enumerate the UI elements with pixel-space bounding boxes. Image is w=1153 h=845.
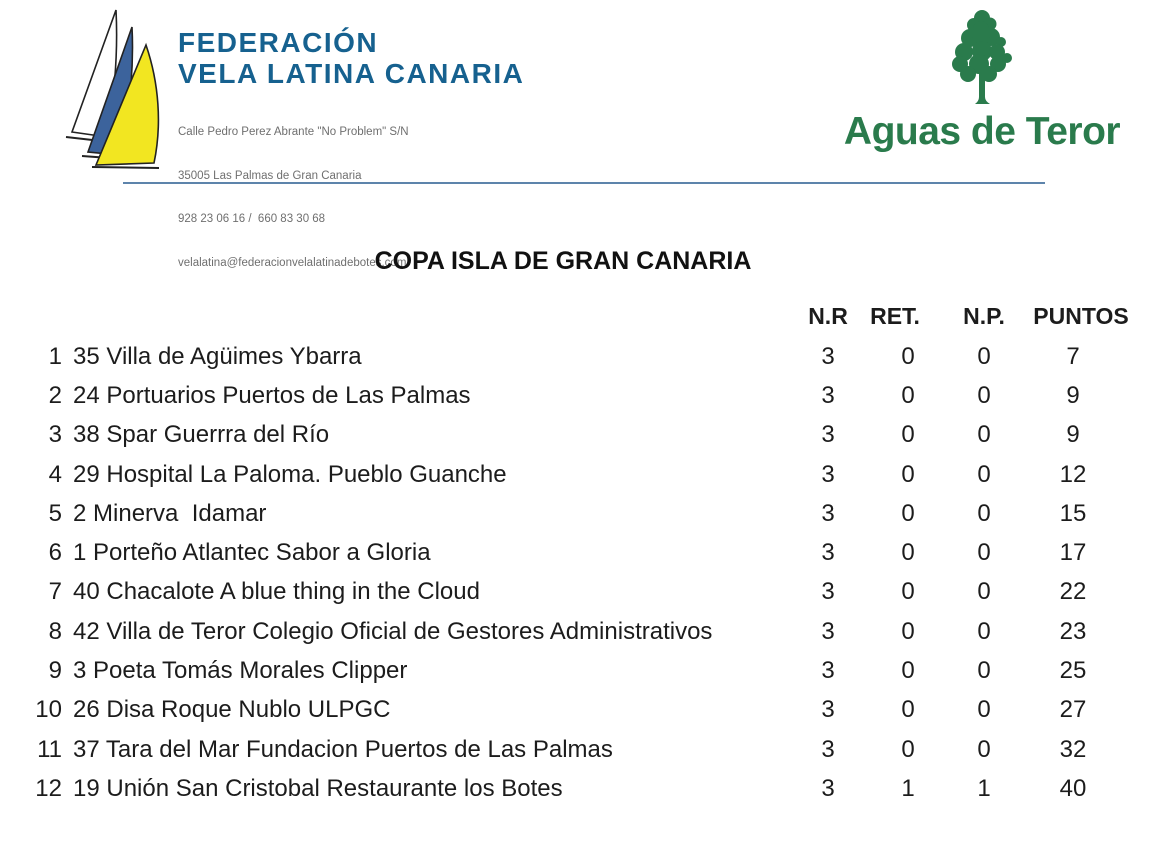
- federation-name-line1: FEDERACIÓN: [178, 27, 379, 58]
- three-sails-icon: [62, 5, 182, 170]
- entry-cell: 29 Hospital La Paloma. Pueblo Guanche: [73, 460, 507, 488]
- entry-cell: 26 Disa Roque Nublo ULPGC: [73, 696, 391, 724]
- entry-cell: 19 Unión San Cristobal Restaurante los Botes: [73, 774, 563, 802]
- ret-cell: 0: [901, 696, 915, 724]
- table-row: [18, 455, 1130, 494]
- nr-cell: 3: [821, 381, 835, 409]
- table-row: [18, 337, 1130, 376]
- nr-cell: 3: [821, 774, 835, 802]
- np-cell: 1: [977, 774, 991, 802]
- nr-cell: 3: [821, 735, 835, 763]
- rank-cell: 3: [48, 421, 62, 449]
- ret-cell: 0: [901, 342, 915, 370]
- entry-cell: 37 Tara del Mar Fundacion Puertos de Las Palmas: [73, 735, 613, 763]
- ret-cell: 0: [901, 499, 915, 527]
- pts-cell: 22: [1059, 578, 1087, 606]
- pts-cell: 17: [1059, 539, 1087, 567]
- rank-cell: 6: [48, 539, 62, 567]
- table-row: [18, 612, 1130, 651]
- address-street: Calle Pedro Perez Abrante "No Problem" S/N: [178, 126, 409, 138]
- rank-cell: 2: [48, 381, 62, 409]
- tree-icon: [945, 8, 1019, 105]
- nr-cell: 3: [821, 539, 835, 567]
- np-cell: 0: [977, 578, 991, 606]
- nr-cell: 3: [821, 657, 835, 685]
- sponsor-name: Aguas de Teror: [843, 110, 1121, 153]
- entry-cell: 42 Villa de Teror Colegio Oficial de Gestores Administrativos: [73, 617, 713, 645]
- entry-cell: 35 Villa de Agüimes Ybarra: [73, 342, 362, 370]
- table-row: [18, 730, 1130, 769]
- nr-cell: 3: [821, 460, 835, 488]
- nr-cell: 3: [821, 342, 835, 370]
- ret-cell: 0: [901, 381, 915, 409]
- rank-cell: 8: [48, 617, 62, 645]
- np-cell: 0: [977, 696, 991, 724]
- header-puntos: PUNTOS: [1033, 302, 1129, 329]
- pts-cell: 9: [1066, 381, 1080, 409]
- page-title: COPA ISLA DE GRAN CANARIA: [374, 247, 752, 275]
- np-cell: 0: [977, 539, 991, 567]
- rank-cell: 5: [48, 499, 62, 527]
- table-header-row: [18, 295, 1130, 337]
- table-row: [18, 573, 1130, 612]
- ret-cell: 0: [901, 421, 915, 449]
- rank-cell: 9: [48, 657, 62, 685]
- table-row: [18, 376, 1130, 415]
- entry-cell: 3 Poeta Tomás Morales Clipper: [73, 657, 408, 685]
- pts-cell: 9: [1066, 421, 1080, 449]
- pts-cell: 12: [1059, 460, 1087, 488]
- pts-cell: 27: [1059, 696, 1087, 724]
- ret-cell: 1: [901, 774, 915, 802]
- rank-cell: 1: [48, 342, 62, 370]
- entry-cell: 1 Porteño Atlantec Sabor a Gloria: [73, 539, 431, 567]
- pts-cell: 32: [1059, 735, 1087, 763]
- pts-cell: 40: [1059, 774, 1087, 802]
- address-phones: 928 23 06 16 / 660 83 30 68: [178, 213, 326, 225]
- rank-cell: 12: [35, 774, 62, 802]
- nr-cell: 3: [821, 421, 835, 449]
- table-row: [18, 651, 1130, 690]
- header-ret: RET.: [870, 302, 920, 329]
- entry-cell: 2 Minerva Idamar: [73, 499, 267, 527]
- pts-cell: 25: [1059, 657, 1087, 685]
- nr-cell: 3: [821, 578, 835, 606]
- nr-cell: 3: [821, 617, 835, 645]
- rank-cell: 4: [48, 460, 62, 488]
- federation-name-line2: VELA LATINA CANARIA: [178, 58, 525, 89]
- np-cell: 0: [977, 381, 991, 409]
- address-email: velalatina@federacionvelalatinadebotes.com: [178, 256, 407, 269]
- letterhead-divider: [123, 182, 1045, 184]
- np-cell: 0: [977, 617, 991, 645]
- np-cell: 0: [977, 460, 991, 488]
- np-cell: 0: [977, 735, 991, 763]
- ret-cell: 0: [901, 578, 915, 606]
- ret-cell: 0: [901, 460, 915, 488]
- entry-cell: 38 Spar Guerrra del Río: [73, 421, 330, 449]
- rank-cell: 7: [48, 578, 62, 606]
- table-row: [18, 691, 1130, 730]
- np-cell: 0: [977, 342, 991, 370]
- ret-cell: 0: [901, 539, 915, 567]
- table-row: [18, 494, 1130, 533]
- np-cell: 0: [977, 499, 991, 527]
- table-body: [18, 337, 1130, 809]
- sponsor-logo: [836, 8, 1128, 153]
- entry-cell: 40 Chacalote A blue thing in the Cloud: [73, 578, 480, 606]
- np-cell: 0: [977, 657, 991, 685]
- pts-cell: 23: [1059, 617, 1087, 645]
- rank-cell: 10: [35, 696, 62, 724]
- table-row: [18, 533, 1130, 572]
- header-nr: N.R: [808, 302, 848, 329]
- nr-cell: 3: [821, 696, 835, 724]
- ret-cell: 0: [901, 657, 915, 685]
- address-city: 35005 Las Palmas de Gran Canaria: [178, 169, 362, 182]
- header-np: N.P.: [963, 302, 1005, 329]
- ret-cell: 0: [901, 617, 915, 645]
- standings-table: [18, 295, 1130, 809]
- table-row: [18, 416, 1130, 455]
- pts-cell: 7: [1066, 342, 1080, 370]
- rank-cell: 11: [37, 735, 62, 763]
- np-cell: 0: [977, 421, 991, 449]
- table-row: [18, 769, 1130, 808]
- nr-cell: 3: [821, 499, 835, 527]
- pts-cell: 15: [1059, 499, 1087, 527]
- entry-cell: 24 Portuarios Puertos de Las Palmas: [73, 381, 471, 409]
- ret-cell: 0: [901, 735, 915, 763]
